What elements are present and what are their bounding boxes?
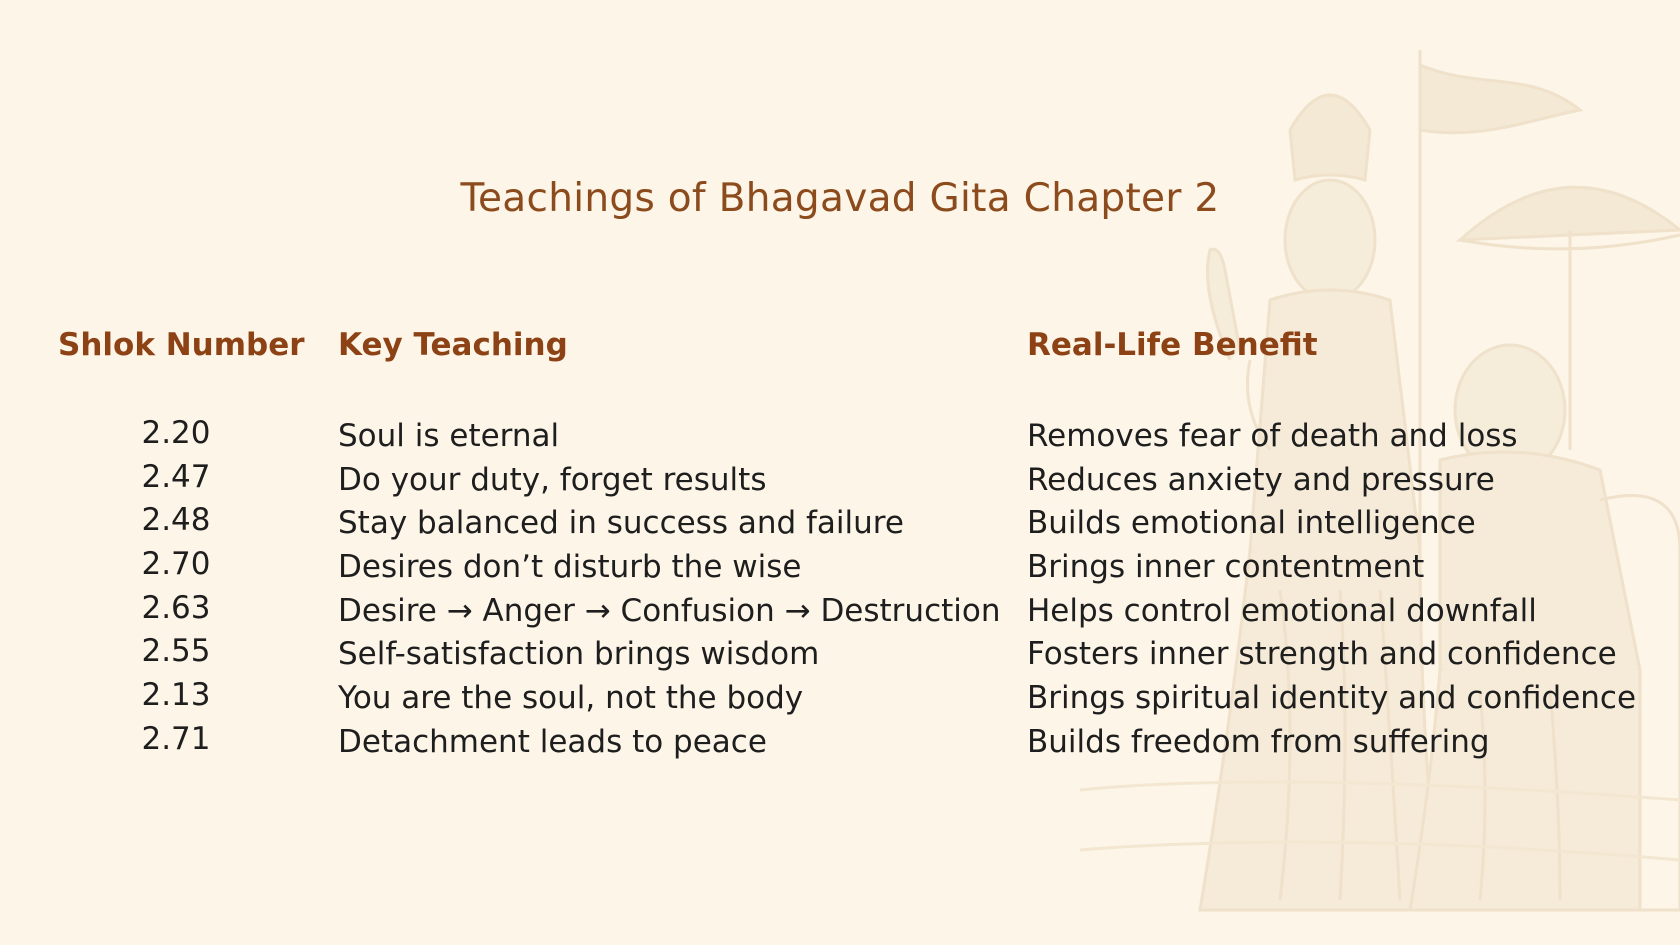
header-real-life-benefit: Real-Life Benefit xyxy=(1027,327,1318,363)
table-row xyxy=(0,458,1680,502)
real-life-benefit: Removes fear of death and loss xyxy=(1027,418,1518,454)
table-row xyxy=(0,676,1680,720)
table-row xyxy=(0,545,1680,589)
table-row xyxy=(0,720,1680,764)
shlok-number: 2.20 xyxy=(141,415,211,451)
key-teaching: Self-satisfaction brings wisdom xyxy=(338,636,820,673)
shlok-number: 2.47 xyxy=(141,458,211,495)
real-life-benefit: Brings inner contentment xyxy=(1027,549,1425,586)
table-row xyxy=(0,589,1680,633)
shlok-number: 2.63 xyxy=(141,589,211,626)
real-life-benefit: Builds emotional intelligence xyxy=(1027,505,1476,542)
key-teaching: Do your duty, forget results xyxy=(338,461,767,498)
table-row xyxy=(0,501,1680,545)
key-teaching: Stay balanced in success and failure xyxy=(338,505,904,542)
real-life-benefit: Reduces anxiety and pressure xyxy=(1027,461,1495,498)
table-row xyxy=(0,632,1680,676)
key-teaching: Detachment leads to peace xyxy=(338,723,767,760)
key-teaching: Desire → Anger → Confusion → Destruction xyxy=(338,592,1001,629)
shlok-number: 2.13 xyxy=(141,677,211,714)
header-key-teaching: Key Teaching xyxy=(338,327,568,363)
real-life-benefit: Fosters inner strength and confidence xyxy=(1027,636,1617,673)
shlok-number: 2.70 xyxy=(141,546,211,583)
page-title-text: Teachings of Bhagavad Gita Chapter 2 xyxy=(460,176,1220,221)
real-life-benefit: Builds freedom from suffering xyxy=(1027,723,1490,760)
table-row xyxy=(0,414,1680,458)
shlok-number: 2.48 xyxy=(141,502,211,539)
real-life-benefit: Brings spiritual identity and confidence xyxy=(1027,680,1637,717)
page-title xyxy=(0,176,1680,221)
key-teaching: Desires don’t disturb the wise xyxy=(338,549,802,586)
header-shlok-number: Shlok Number xyxy=(58,327,305,363)
real-life-benefit: Helps control emotional downfall xyxy=(1027,592,1537,629)
teachings-table xyxy=(0,414,1680,764)
key-teaching: Soul is eternal xyxy=(338,418,560,454)
shlok-number: 2.55 xyxy=(141,633,211,670)
shlok-number: 2.71 xyxy=(141,720,211,757)
key-teaching: You are the soul, not the body xyxy=(338,680,804,717)
